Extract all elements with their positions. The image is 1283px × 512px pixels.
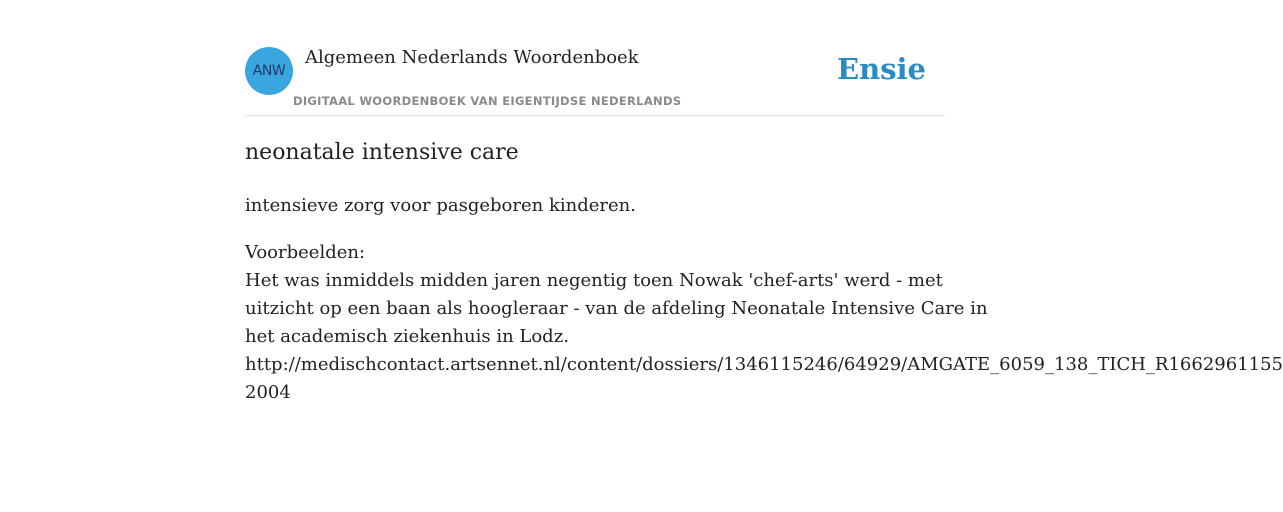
examples-label: Voorbeelden: bbox=[245, 242, 366, 263]
site-title[interactable]: Algemeen Nederlands Woordenboek bbox=[305, 47, 639, 68]
logo-text: ANW bbox=[252, 63, 286, 79]
example-source-year: 2004 bbox=[245, 382, 291, 403]
entry-term: neonatale intensive care bbox=[245, 140, 519, 165]
entry-definition: intensieve zorg voor pasgeboren kinderen. bbox=[245, 195, 636, 216]
example-line: Het was inmiddels midden jaren negentig toen Nowak 'chef-arts' werd - met bbox=[245, 270, 943, 291]
example-source-url: http://medischcontact.artsennet.nl/content/dossiers/1346115246/64929/AMGATE_6059_138_TICH_R1662961155 bbox=[245, 354, 1283, 375]
site-header bbox=[245, 40, 945, 116]
examples-section bbox=[245, 239, 1283, 407]
example-line: uitzicht op een baan als hoogleraar - van de afdeling Neonatale Intensive Care in bbox=[245, 298, 988, 319]
anw-logo[interactable] bbox=[245, 47, 293, 95]
ensie-brand-link[interactable]: Ensie bbox=[837, 52, 926, 86]
site-subtitle: DIGITAAL WOORDENBOEK VAN EIGENTIJDSE NEDERLANDS bbox=[293, 94, 682, 108]
example-line: het academisch ziekenhuis in Lodz. bbox=[245, 326, 569, 347]
